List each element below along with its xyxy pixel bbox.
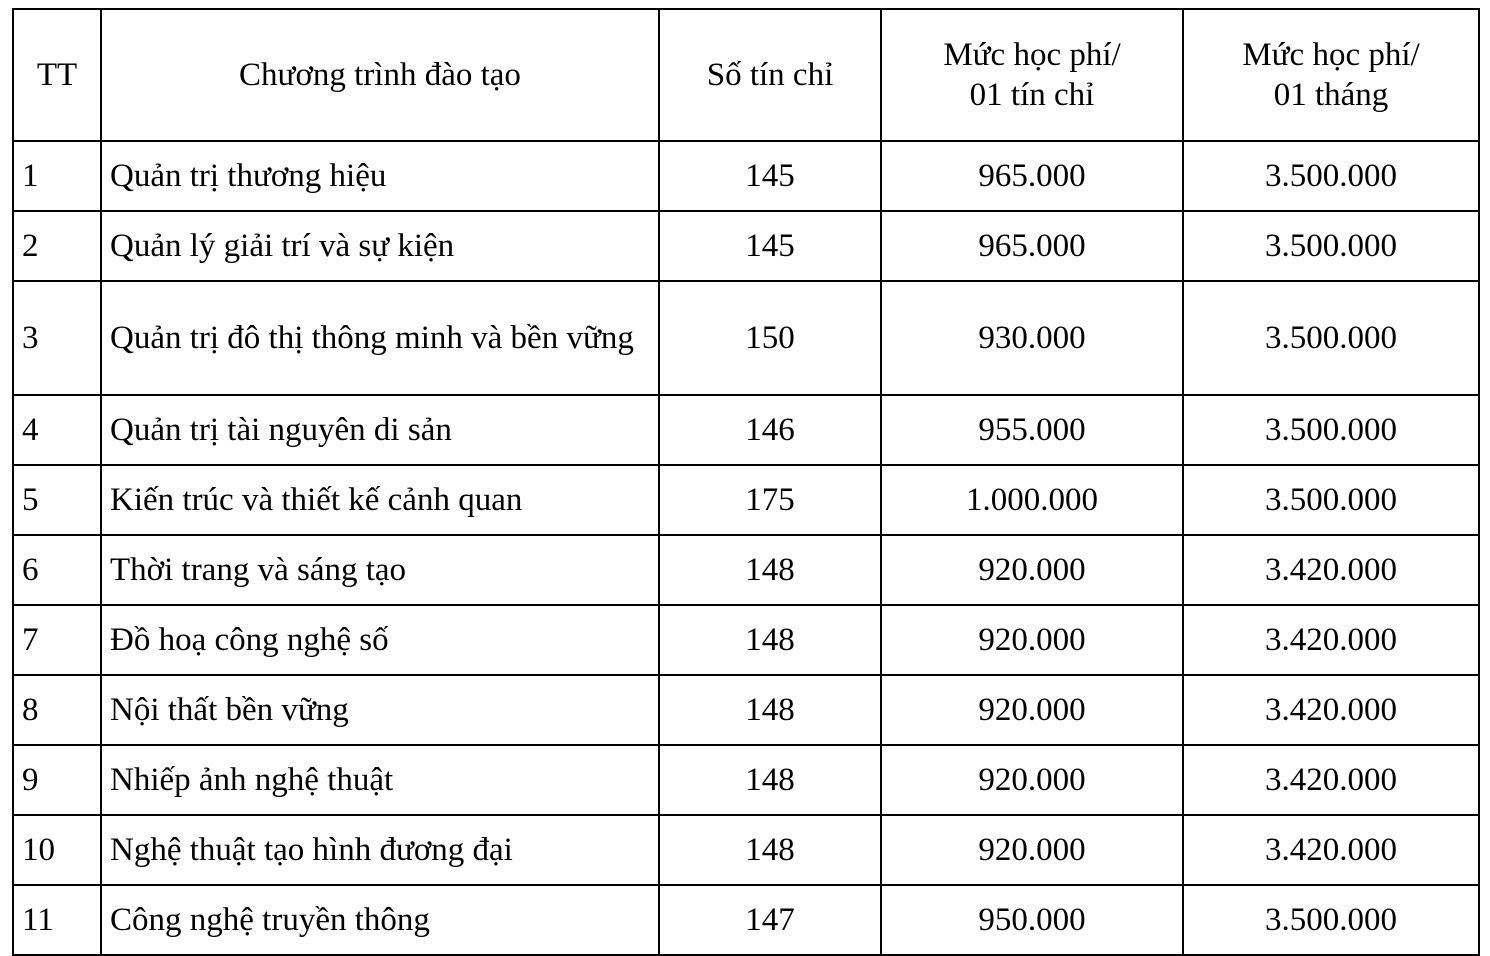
- cell-fee-per-credit: 920.000: [881, 535, 1183, 605]
- column-header-fee-per-month-line1: Mức học phí/: [1242, 36, 1420, 73]
- cell-fee-per-credit: 1.000.000: [881, 465, 1183, 535]
- cell-fee-per-month: 3.500.000: [1183, 281, 1479, 395]
- cell-credits: 175: [659, 465, 881, 535]
- cell-tt: 4: [13, 395, 101, 465]
- table-body: [13, 141, 1479, 955]
- table-row: [13, 745, 1479, 815]
- cell-credits: 146: [659, 395, 881, 465]
- column-header-program-line1: Chương trình đào tạo: [239, 56, 521, 93]
- cell-tt: 3: [13, 281, 101, 395]
- cell-program: Nhiếp ảnh nghệ thuật: [101, 745, 659, 815]
- column-header-fee-per-credit-line1: Mức học phí/: [943, 36, 1121, 73]
- cell-credits: 145: [659, 211, 881, 281]
- cell-credits: 147: [659, 885, 881, 955]
- cell-fee-per-credit: 920.000: [881, 815, 1183, 885]
- cell-program: Đồ hoạ công nghệ số: [101, 605, 659, 675]
- column-header-credits: [659, 9, 881, 141]
- cell-fee-per-credit: 930.000: [881, 281, 1183, 395]
- cell-credits: 148: [659, 535, 881, 605]
- cell-fee-per-month: 3.420.000: [1183, 535, 1479, 605]
- cell-fee-per-month: 3.500.000: [1183, 141, 1479, 211]
- table-row: [13, 141, 1479, 211]
- table-header-row: [13, 9, 1479, 141]
- cell-fee-per-month: 3.500.000: [1183, 465, 1479, 535]
- table-row: [13, 211, 1479, 281]
- cell-tt: 10: [13, 815, 101, 885]
- cell-program: Thời trang và sáng tạo: [101, 535, 659, 605]
- column-header-fee-per-month-line2: 01 tháng: [1273, 77, 1389, 113]
- cell-fee-per-credit: 950.000: [881, 885, 1183, 955]
- table-row: [13, 675, 1479, 745]
- column-header-fee-per-credit-line2: 01 tín chỉ: [969, 77, 1095, 113]
- table-row: [13, 535, 1479, 605]
- cell-program: Quản trị đô thị thông minh và bền vững: [101, 281, 659, 395]
- column-header-program: [101, 9, 659, 141]
- column-header-fee-per-month: [1183, 9, 1479, 141]
- column-header-tt: [13, 9, 101, 141]
- cell-tt: 2: [13, 211, 101, 281]
- cell-credits: 150: [659, 281, 881, 395]
- cell-credits: 148: [659, 745, 881, 815]
- cell-credits: 145: [659, 141, 881, 211]
- table-row: [13, 395, 1479, 465]
- cell-program: Quản lý giải trí và sự kiện: [101, 211, 659, 281]
- column-header-tt-line1: TT: [36, 56, 78, 93]
- cell-program: Quản trị tài nguyên di sản: [101, 395, 659, 465]
- cell-fee-per-month: 3.420.000: [1183, 815, 1479, 885]
- cell-tt: 1: [13, 141, 101, 211]
- table-row: [13, 605, 1479, 675]
- cell-credits: 148: [659, 815, 881, 885]
- cell-tt: 7: [13, 605, 101, 675]
- column-header-fee-per-credit: [881, 9, 1183, 141]
- cell-tt: 11: [13, 885, 101, 955]
- cell-fee-per-month: 3.500.000: [1183, 211, 1479, 281]
- table-row: [13, 465, 1479, 535]
- cell-fee-per-credit: 955.000: [881, 395, 1183, 465]
- cell-fee-per-credit: 920.000: [881, 745, 1183, 815]
- table-header: [13, 9, 1479, 141]
- cell-credits: 148: [659, 675, 881, 745]
- cell-fee-per-credit: 920.000: [881, 605, 1183, 675]
- cell-program: Nghệ thuật tạo hình đương đại: [101, 815, 659, 885]
- cell-tt: 6: [13, 535, 101, 605]
- cell-fee-per-month: 3.500.000: [1183, 885, 1479, 955]
- table-row: [13, 281, 1479, 395]
- cell-fee-per-month: 3.500.000: [1183, 395, 1479, 465]
- cell-fee-per-credit: 920.000: [881, 675, 1183, 745]
- cell-credits: 148: [659, 605, 881, 675]
- tuition-fee-table: [12, 8, 1480, 956]
- cell-program: Kiến trúc và thiết kế cảnh quan: [101, 465, 659, 535]
- cell-fee-per-month: 3.420.000: [1183, 675, 1479, 745]
- cell-fee-per-credit: 965.000: [881, 141, 1183, 211]
- cell-tt: 5: [13, 465, 101, 535]
- table-row: [13, 815, 1479, 885]
- cell-fee-per-month: 3.420.000: [1183, 605, 1479, 675]
- cell-fee-per-credit: 965.000: [881, 211, 1183, 281]
- column-header-credits-line1: Số tín chỉ: [706, 56, 834, 93]
- cell-fee-per-month: 3.420.000: [1183, 745, 1479, 815]
- cell-program: Nội thất bền vững: [101, 675, 659, 745]
- table-row: [13, 885, 1479, 955]
- cell-tt: 8: [13, 675, 101, 745]
- cell-program: Quản trị thương hiệu: [101, 141, 659, 211]
- cell-tt: 9: [13, 745, 101, 815]
- cell-program: Công nghệ truyền thông: [101, 885, 659, 955]
